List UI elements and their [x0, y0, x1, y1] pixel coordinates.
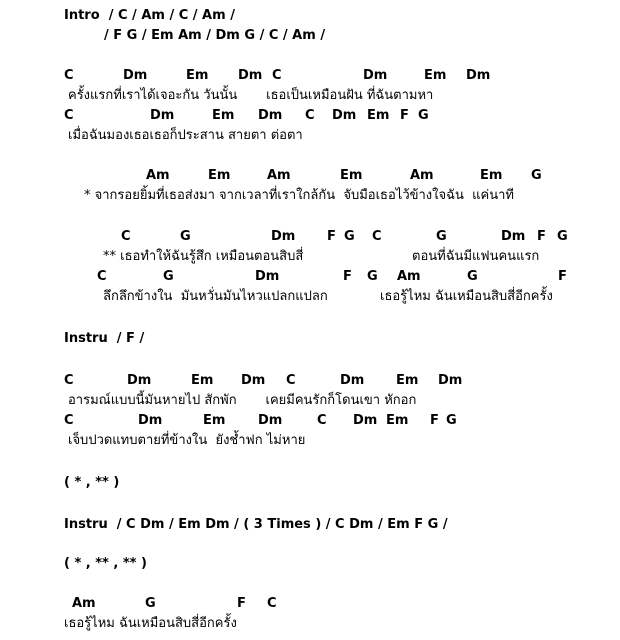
chord: Dm	[241, 373, 266, 388]
chord: Dm	[340, 373, 365, 388]
chord: Dm	[258, 108, 283, 123]
instru-line-1: Instru / F /	[64, 331, 145, 346]
chord: Em	[386, 413, 409, 428]
chord: C	[64, 108, 74, 123]
chorus-lyric-2b: เธอรู้ไหม ฉันเหมือนสิบสี่อีกครั้ง	[380, 289, 553, 304]
chord: C	[64, 373, 74, 388]
chorus-lyric-1b: ตอนที่ฉันมีแฟนคนแรก	[412, 249, 540, 264]
chord: Dm	[238, 68, 263, 83]
chord: Dm	[271, 229, 296, 244]
chord: G	[163, 269, 174, 284]
repeat-marker-2: ( * , ** , ** )	[64, 556, 147, 571]
chord: G	[557, 229, 568, 244]
chord: Dm	[255, 269, 280, 284]
chord: G	[436, 229, 447, 244]
chord: G	[531, 168, 542, 183]
chord: Dm	[127, 373, 152, 388]
chord: C	[64, 413, 74, 428]
chord: Em	[367, 108, 390, 123]
chord: Am	[72, 596, 96, 611]
repeat-marker-1: ( * , ** )	[64, 475, 120, 490]
chord: Em	[208, 168, 231, 183]
chord: F	[327, 229, 336, 244]
chord: C	[97, 269, 107, 284]
chord: Am	[397, 269, 421, 284]
chord: F	[400, 108, 409, 123]
chorus-lyric-2a: ลึกลึกข้างใน มันหวั่นมันไหวแปลกแปลก	[103, 289, 328, 304]
chord: C	[267, 596, 277, 611]
chord: C	[305, 108, 315, 123]
chord: F	[537, 229, 546, 244]
verse2-lyric-2: เจ็บปวดแทบตายที่ข้างใน ยังช้ำฟก ไม่หาย	[68, 433, 306, 448]
instru-line-2: Instru / C Dm / Em Dm / ( 3 Times ) / C Dm / Em F G /	[64, 517, 448, 532]
chord: Dm	[501, 229, 526, 244]
chord: G	[145, 596, 156, 611]
chord: Am	[146, 168, 170, 183]
chord: Em	[396, 373, 419, 388]
chord: Dm	[123, 68, 148, 83]
chord: Em	[212, 108, 235, 123]
chord: C	[64, 68, 74, 83]
chord: Dm	[332, 108, 357, 123]
chord: G	[344, 229, 355, 244]
chord: C	[372, 229, 382, 244]
chord: Em	[186, 68, 209, 83]
chord: G	[367, 269, 378, 284]
chorus-lyric-1a: ** เธอทำให้ฉันรู้สึก เหมือนตอนสิบสี่	[103, 249, 304, 264]
chord: G	[418, 108, 429, 123]
chord: Em	[480, 168, 503, 183]
chord: Em	[191, 373, 214, 388]
chord: Dm	[353, 413, 378, 428]
chord: Dm	[438, 373, 463, 388]
chord: C	[317, 413, 327, 428]
chord: G	[180, 229, 191, 244]
chord: C	[121, 229, 131, 244]
chord: C	[286, 373, 296, 388]
verse1-lyric-1: ครั้งแรกที่เราได้เจอะกัน วันนั้น เธอเป็นเหมือนฝัน ที่ฉันตามหา	[68, 88, 434, 103]
chord: Dm	[258, 413, 283, 428]
prechorus-lyric: * จากรอยยิ้มที่เธอส่งมา จากเวลาที่เราใกล้กัน จับมือเธอไว้ข้างใจฉัน แค่นาที	[84, 188, 514, 203]
chord: Em	[424, 68, 447, 83]
verse1-lyric-2: เมื่อฉันมองเธอเธอก็ประสาน สายตา ต่อตา	[68, 128, 303, 143]
chord: F	[558, 269, 567, 284]
chord: F	[343, 269, 352, 284]
chord: Am	[267, 168, 291, 183]
chord: Dm	[363, 68, 388, 83]
chord: G	[467, 269, 478, 284]
chord: Em	[340, 168, 363, 183]
chord: Dm	[138, 413, 163, 428]
chord: C	[272, 68, 282, 83]
chord: F	[430, 413, 439, 428]
chord: G	[446, 413, 457, 428]
chord: Dm	[150, 108, 175, 123]
chord: Am	[410, 168, 434, 183]
outro-lyric: เธอรู้ไหม ฉันเหมือนสิบสี่อีกครั้ง	[64, 616, 237, 631]
intro-line-1: Intro / C / Am / C / Am /	[64, 8, 235, 23]
chord: Dm	[466, 68, 491, 83]
chord: F	[237, 596, 246, 611]
intro-line-2: / F G / Em Am / Dm G / C / Am /	[104, 28, 326, 43]
chord: Em	[203, 413, 226, 428]
verse2-lyric-1: อารมณ์แบบนี้มันหายไป สักพัก เคยมีคนรักก็โดนเขา หักอก	[68, 393, 417, 408]
